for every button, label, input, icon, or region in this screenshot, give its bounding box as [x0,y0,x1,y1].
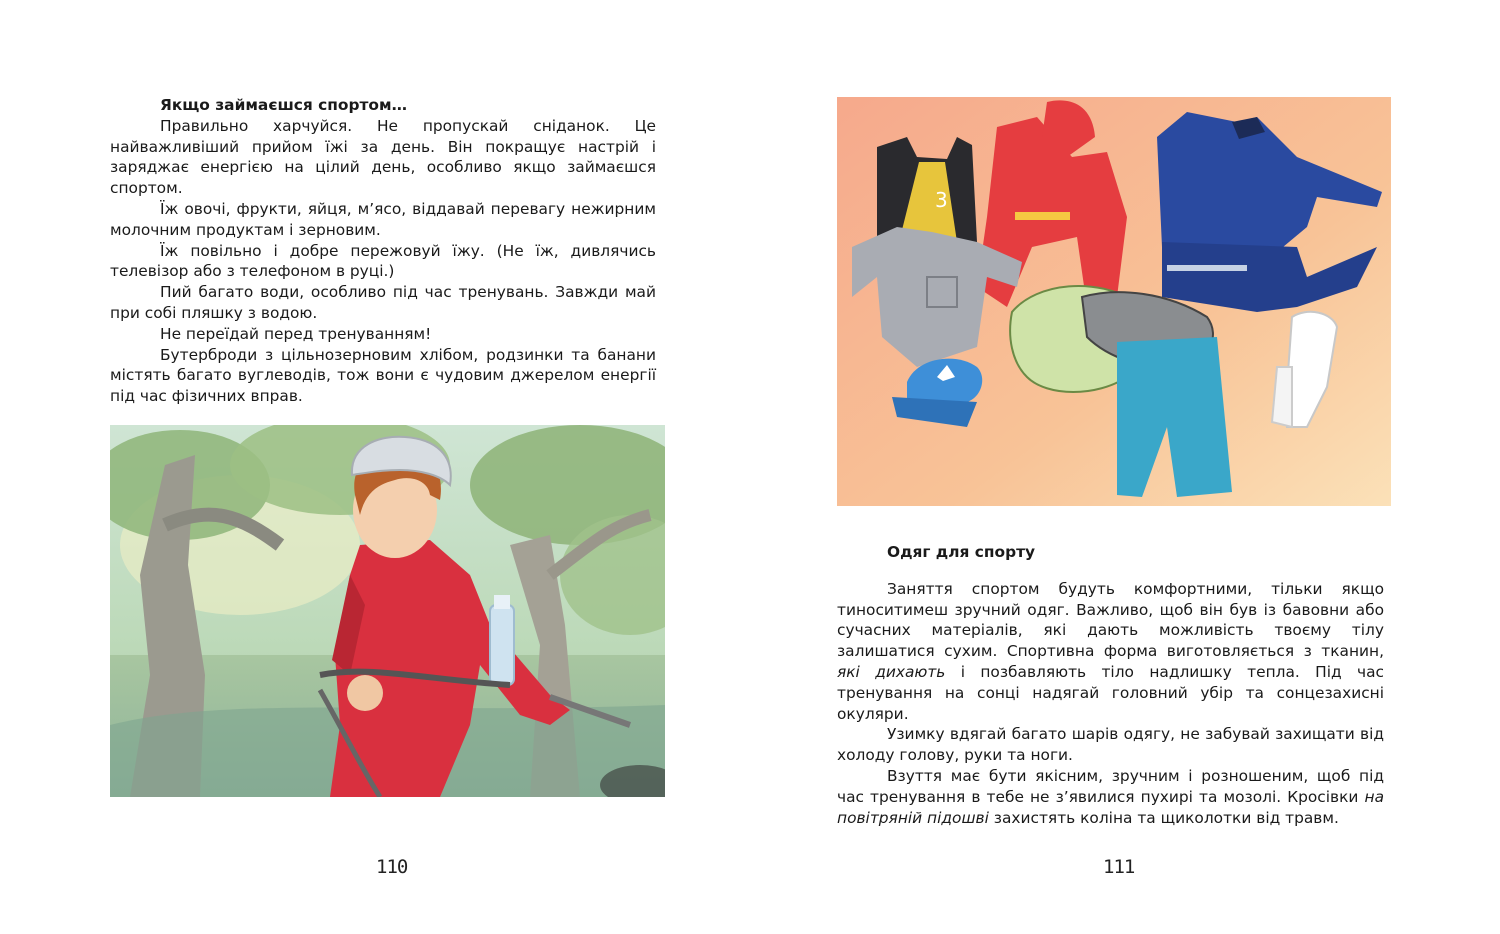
left-text-block [110,95,656,407]
page-number: 111 [1103,856,1135,878]
right-text-block [837,542,1384,828]
paragraph [837,766,1384,828]
paragraph: Їж овочі, фрукти, яйця, м’ясо, віддавай перевагу нежирним молочним продуктам і зерновим. [110,199,656,239]
page-number: 110 [376,856,408,878]
paragraph: Бутерброди з цільнозерновим хлібом, родзинки та банани містять багато вуглеводів, тож вони є чудовим джерелом енергії під час фізичних вправ. [110,345,656,406]
sportswear-illustration [837,97,1391,506]
paragraph-text: і позбавляють тіло надлишку тепла. Під час тренування на сонці надягай головний убір та сонцезахисні окуляри. [837,662,1384,723]
paragraph: Їж повільно і добре пережовуй їжу. (Не їж, дивлячись телевізор або з телефоном в руці.) [110,241,656,281]
emphasis-text: на повітряній підошві [837,787,1384,827]
boy-with-bicycle-illustration [110,425,665,797]
paragraph: Пий багато води, особливо під час тренувань. Завжди май при собі пляшку з водою. [110,283,656,322]
paragraph-text: Заняття спортом будуть комфортними, тільки якщо тиноситимеш зручний одяг. Важливо, щоб він був із бавовни або сучасних матеріалів, які дають можливість твоєму тілу залишатися сухим. Спортивна форма виготовляється з тканин, [837,579,1384,661]
tank-top-number: 3 [935,188,948,212]
section-heading-sport: Якщо займаєшся спортом… [160,96,407,114]
paragraph: Узимку вдягай багато шарів одягу, не забувай захищати від холоду голову, руки та ноги. [837,725,1384,765]
paragraph-text: Взуття має бути якісним, зручним і розношеним, щоб під час тренування в тебе не з’явилися пухирі та мозолі. Кросівки [837,766,1384,806]
paragraph-text: захистять коліна та щиколотки від травм. [988,808,1339,827]
paragraph [837,579,1384,725]
section-heading-clothing: Одяг для спорту [887,543,1036,561]
paragraph: Не переїдай перед тренуванням! [160,324,432,343]
paragraph: Правильно харчуйся. Не пропускай сніданок. Це найважливіший прийом їжі за день. Він покращує настрій і заряджає енергією на цілий день, особливо якщо займаєшся спортом. [110,116,656,198]
emphasis-text: які дихають [837,662,946,681]
